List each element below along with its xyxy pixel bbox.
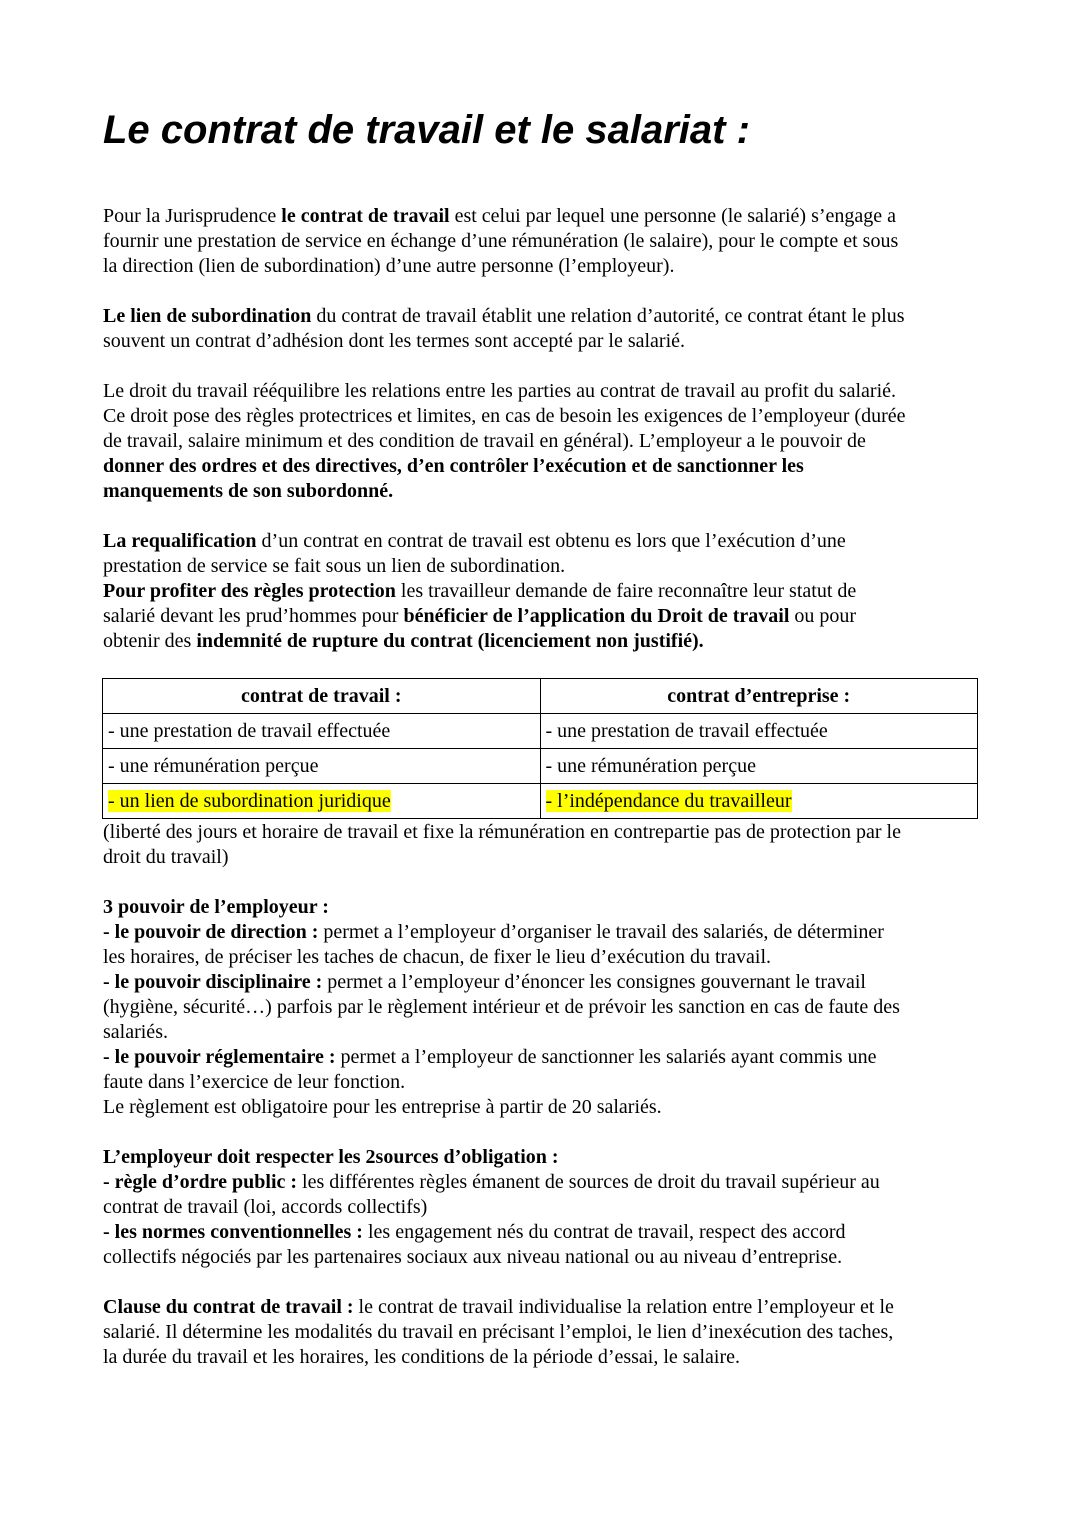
highlight-independance: - l’indépendance du travailleur <box>545 790 792 812</box>
table-row <box>103 714 978 749</box>
clause-paragraph: Clause du contrat de travail : le contrat de travail individualise la relation entre l’employeur et le salarié. Il détermine les modalités du travail en précisant l’emploi, le lien d’inexécution des taches, la durée du travail et les horaires, les conditions de la période d’essai, le salaire. <box>103 1296 894 1368</box>
comparison-table <box>102 678 978 819</box>
table-cell-highlighted <box>540 784 978 819</box>
table-cell-highlighted <box>103 784 541 819</box>
highlight-subordination: - un lien de subordination juridique <box>108 790 391 812</box>
table-header-row <box>103 679 978 714</box>
table-cell: - une rémunération perçue <box>540 749 978 784</box>
section-heading: 3 pouvoir de l’employeur : <box>103 896 329 918</box>
requalification-paragraph: La requalification d’un contrat en contrat de travail est obtenu es lors que l’exécution d’une prestation de service se fait sous un lien de subordination. Pour profiter des règles protection les travailleur demande de faire reconnaître leur statut de salarié devant les prud’hommes pour bénéficier de l’application du Droit de travail ou pour obtenir des indemnité de rupture du contrat (licenciement non justifié). <box>103 530 857 652</box>
intro-paragraph: Pour la Jurisprudence le contrat de travail est celui par lequel une personne (le salarié) s’engage a fournir une prestation de service en échange d’une rémunération (le salaire), pour le compte et sous la direction (lien de subordination) d’une autre personne (l’employeur). <box>103 205 899 277</box>
table-row <box>103 749 978 784</box>
table-note: (liberté des jours et horaire de travail et fixe la rémunération en contrepartie pas de protection par le droit du travail) <box>103 821 901 868</box>
page-title: Le contrat de travail et le salariat : <box>103 108 750 152</box>
table-cell: - une rémunération perçue <box>103 749 541 784</box>
column-header-contrat-travail: contrat de travail : <box>103 679 541 714</box>
obligations-section: L’employeur doit respecter les 2sources d’obligation : - règle d’ordre public : les différentes règles émanent de sources de droit du travail supérieur au contrat de travail (loi, accords collectifs) - les normes conventionnelles : les engagement nés du contrat de travail, respect des accord collectifs négociés par les partenaires sociaux aux niveau national ou au niveau d’entreprise. <box>103 1145 983 1270</box>
section-heading: L’employeur doit respecter les 2sources d’obligation : <box>103 1146 559 1168</box>
table-row <box>103 784 978 819</box>
column-header-contrat-entreprise: contrat d’entreprise : <box>540 679 978 714</box>
table-cell: - une prestation de travail effectuée <box>103 714 541 749</box>
table-cell: - une prestation de travail effectuée <box>540 714 978 749</box>
employer-powers-section: 3 pouvoir de l’employeur : - le pouvoir de direction : permet a l’employeur d’organiser le travail des salariés, de déterminer les horaires, de préciser les taches de chacun, de fixer le lieu d’exécution du travail. - le pouvoir disciplinaire : permet a l’employeur d’énoncer les consignes gouvernant le travail (hygiène, sécurité…) parfois par le règlement intérieur et de prévoir les sanction en cas de faute des salariés. - le pouvoir réglementaire : permet a l’employeur de sanctionner les salariés ayant commis une faute dans l’exercice de leur fonction. Le règlement est obligatoire pour les entreprise à partir de 20 salariés. <box>103 895 983 1120</box>
labour-law-paragraph: Le droit du travail rééquilibre les relations entre les parties au contrat de travail au profit du salarié. Ce droit pose des règles protectrices et limites, en cas de besoin les exigences de l’employeur (durée de travail, salaire minimum et des condition de travail en général). L’employeur a le pouvoir de donner des ordres et des directives, d’en contrôler l’exécution et de sanctionner les manquements de son subordonné. <box>103 380 906 502</box>
subordination-paragraph: Le lien de subordination du contrat de travail établit une relation d’autorité, ce contrat étant le plus souvent un contrat d’adhésion dont les termes sont accepté par le salarié. <box>103 305 905 352</box>
